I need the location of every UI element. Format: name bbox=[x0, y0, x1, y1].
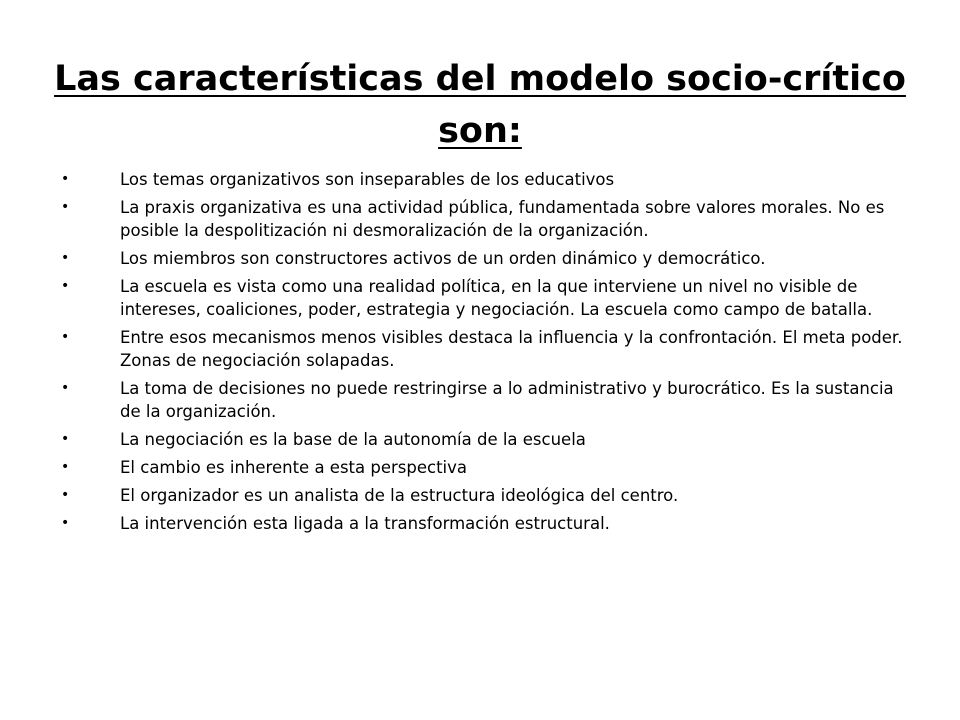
bullet-dot-icon: • bbox=[61, 199, 70, 215]
bullet-dot-icon: • bbox=[61, 431, 70, 447]
bullet-dot-icon: • bbox=[61, 278, 70, 294]
bullet-text: La escuela es vista como una realidad política, en la que interviene un nivel no visible de intereses, coaliciones, poder, estrategia y negociación. La escuela como campo de batalla. bbox=[120, 277, 873, 319]
slide-title-line-2: son: bbox=[438, 111, 522, 152]
bullet-item-2 bbox=[56, 196, 916, 242]
bullet-list bbox=[56, 168, 916, 540]
bullet-item-3 bbox=[56, 247, 916, 270]
bullet-text: La praxis organizativa es una actividad pública, fundamentada sobre valores morales. No es posible la despolitización ni desmoralización de la organización. bbox=[120, 198, 885, 240]
slide-title-line-1: Las características del modelo socio-crítico bbox=[54, 59, 906, 100]
bullet-item-8 bbox=[56, 456, 916, 479]
bullet-item-9 bbox=[56, 484, 916, 507]
bullet-text: Los miembros son constructores activos de un orden dinámico y democrático. bbox=[120, 249, 766, 268]
bullet-dot-icon: • bbox=[61, 329, 70, 345]
bullet-text: La toma de decisiones no puede restringirse a lo administrativo y burocrático. Es la sustancia de la organización. bbox=[120, 379, 894, 421]
bullet-text: La intervención esta ligada a la transformación estructural. bbox=[120, 514, 610, 533]
bullet-dot-icon: • bbox=[61, 171, 70, 187]
bullet-text: La negociación es la base de la autonomía de la escuela bbox=[120, 430, 586, 449]
bullet-text: El organizador es un analista de la estructura ideológica del centro. bbox=[120, 486, 679, 505]
bullet-item-10 bbox=[56, 512, 916, 535]
bullet-item-6 bbox=[56, 377, 916, 423]
slide-title bbox=[40, 53, 920, 157]
bullet-text: Los temas organizativos son inseparables de los educativos bbox=[120, 170, 615, 189]
bullet-item-5 bbox=[56, 326, 916, 372]
bullet-dot-icon: • bbox=[61, 515, 70, 531]
bullet-item-4 bbox=[56, 275, 916, 321]
bullet-text: Entre esos mecanismos menos visibles destaca la influencia y la confrontación. El meta poder. Zonas de negociación solapadas. bbox=[120, 328, 903, 370]
bullet-text: El cambio es inherente a esta perspectiva bbox=[120, 458, 468, 477]
bullet-item-1 bbox=[56, 168, 916, 191]
bullet-item-7 bbox=[56, 428, 916, 451]
bullet-dot-icon: • bbox=[61, 380, 70, 396]
bullet-dot-icon: • bbox=[61, 487, 70, 503]
bullet-dot-icon: • bbox=[61, 459, 70, 475]
bullet-dot-icon: • bbox=[61, 250, 70, 266]
